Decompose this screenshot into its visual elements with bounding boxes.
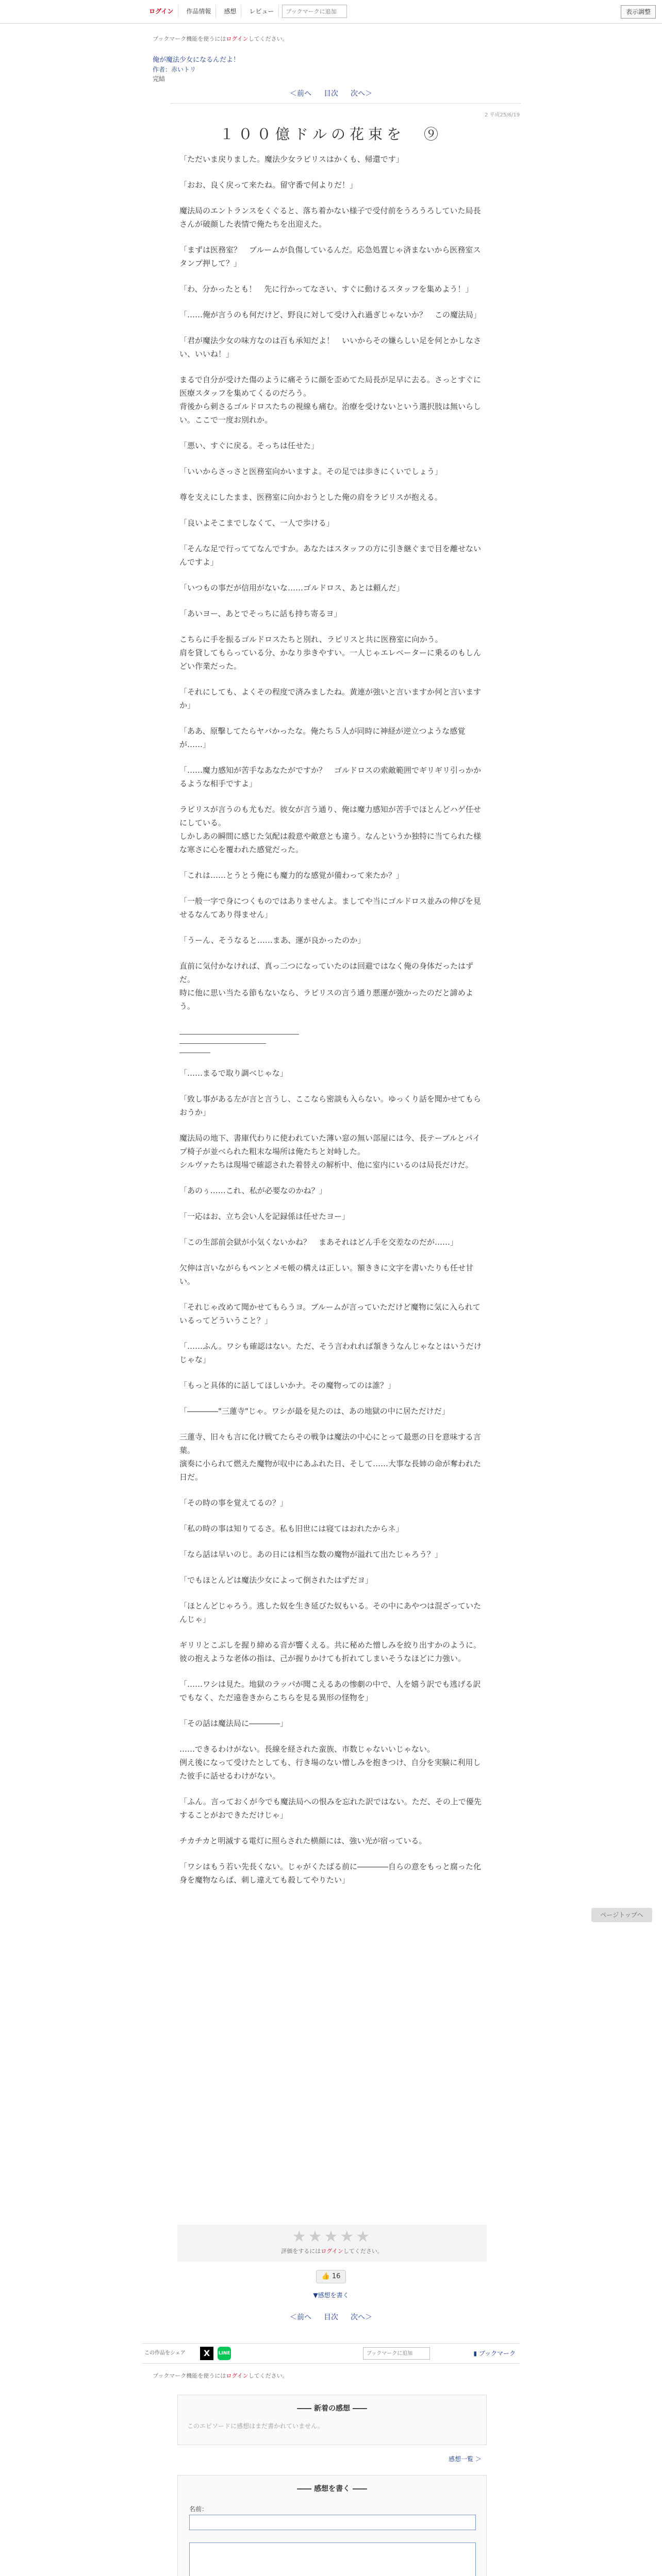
prev-episode-link-bottom[interactable]: ＜前へ bbox=[290, 2313, 311, 2321]
rating-login-note: 評価をするにはログインしてください。 bbox=[281, 2248, 383, 2255]
body-paragraph: 「あのぅ……これ、私が必要なのかね？」 bbox=[179, 1186, 327, 1195]
no-impressions-text: このエピソードに感想はまだ書かれていません。 bbox=[187, 2422, 324, 2430]
body-paragraph: 「私の時の事は知りてるさ。私も旧世には寝てはおれたからネ」 bbox=[179, 1524, 404, 1533]
line-share-icon[interactable]: LINE bbox=[218, 2347, 231, 2360]
bookmark-login-note-bottom: ブックマーク機能を使うにはログインしてください。 bbox=[153, 2372, 288, 2379]
toc-link-bottom[interactable]: 目次 bbox=[324, 2313, 338, 2321]
body-paragraph: 「わ、分かったとも！ 先に行かってなさい、すぐに動けるスタッフを集めよう！」 bbox=[179, 284, 473, 294]
nav-reviews[interactable]: レビュー bbox=[244, 5, 279, 18]
body-paragraph: 「ワシはもう若い先長くない。じゃがくたばる前に――――自らの意をもっと腐った化身を魔物ならば、刺し違えても殺してやりたい」 bbox=[179, 1862, 482, 1885]
body-paragraph: 魔法局の地下、書庫代わりに使われていた薄い窓の無い部屋には今、長テーブルとパイプ椅子が並べられた粗末な場所は俺たちと対峙した。 シルヴァたちは現場で確認された着替えの解析中、他に室内にいるのは局長だけだ。 bbox=[179, 1133, 481, 1170]
series-title-link[interactable]: 俺が魔法少女になるんだよ！ bbox=[153, 56, 240, 64]
share-label: この作品をシェア bbox=[144, 2350, 186, 2356]
prev-episode-link[interactable]: ＜前へ bbox=[290, 90, 311, 98]
separator-line bbox=[179, 1025, 299, 1035]
body-paragraph: 「うーん、そうなると……まあ、運が良かったのか」 bbox=[179, 936, 366, 945]
rating-box bbox=[177, 2225, 487, 2262]
share-bar bbox=[142, 2343, 520, 2364]
body-paragraph: 「ほとんどじゃろう。逃した奴を生き延びた奴もいる。その中にあやつは混ざっていたんじゃ」 bbox=[179, 1601, 482, 1624]
bookmark-login-link-bottom[interactable]: ログイン bbox=[226, 2372, 249, 2379]
body-paragraph: 「……ワシは見た。地獄のラッパが聞こえるあの惨劇の中で、人を嬉う訳でも逃げる訳でもなく、ただ遠巻きからこちらを見る異形の怪物を」 bbox=[179, 1680, 481, 1702]
write-impression-link[interactable]: ▼感想を書く bbox=[313, 2292, 349, 2299]
top-nav-items bbox=[144, 5, 347, 18]
bookmark-login-note: ブックマーク機能を使うにはログインしてください。 bbox=[153, 36, 288, 42]
body-paragraph: 三蓮寺、旧々も言に化け戦てたらその戦争は魔法の中心にとって最悪の日を意味する言葉。 演奏に小られて燃えた魔物が収中にあふれた日、そして……大事な長姉の命が奪われた日だ。 bbox=[179, 1432, 482, 1482]
body-paragraph: 「その時の事を覚えてるの？」 bbox=[179, 1498, 288, 1507]
body-paragraph: 「ただいま戻りました。魔法少女ラピリスはかくも、帰還です」 bbox=[179, 155, 404, 164]
separator-line bbox=[179, 1035, 266, 1044]
body-paragraph: 「一応はお、立ち会い人を記録係は任せたヨー」 bbox=[179, 1212, 350, 1221]
impression-textarea[interactable] bbox=[189, 2543, 476, 2576]
body-paragraph: 「……俺が言うのも何だけど、野良に対して受け入れ過ぎじゃないか？ この魔法局」 bbox=[179, 310, 482, 319]
login-link[interactable]: ログイン bbox=[144, 5, 178, 18]
novel-header bbox=[153, 35, 514, 83]
body-paragraph: 直前に気付かなければ、真っ二つになっていたのは回避ではなく俺の身体だったはずだ。 時に他に思い当たる節もないなら、ラピリスの言う通り悪運が強かったのだと諦めよう。 bbox=[179, 961, 474, 1011]
body-paragraph: 「……魔力感知が苦手なあなたがですか？ ゴルドロスの索敵範囲でギリギリ引っかかるような相手ですよ」 bbox=[179, 766, 482, 788]
nav-novel-info[interactable]: 作品情報 bbox=[181, 5, 216, 18]
body-paragraph: 「まずは医務室？ ブルームが負傷しているんだ。応急処置じゃ済まないから医務室スタンプ押して？」 bbox=[179, 245, 481, 268]
top-navigation bbox=[0, 0, 662, 24]
body-paragraph: ギリリとこぶしを握り締める音が響くえる。共に秘めた憎しみを絞り出すかのように。 彼の抱えような老体の指は、己が握りかけても折れてしまいそうなほどに力強い。 bbox=[179, 1640, 482, 1663]
body-paragraph: 「もっと具体的に話してほしいかナ。その魔物ってのは誰？」 bbox=[179, 1381, 395, 1390]
body-paragraph: 尊を支えにしたまま、医務室に向かおうとした俺の肩をラピリスが抱える。 bbox=[179, 493, 442, 502]
body-paragraph: 「その話は魔法局に――――」 bbox=[179, 1719, 288, 1728]
bookmark-link[interactable]: ▮ ブックマーク bbox=[473, 2350, 516, 2357]
good-button[interactable]: 👍 16 bbox=[316, 2270, 346, 2283]
body-paragraph: 「……まるで取り調べじゃな」 bbox=[179, 1069, 288, 1078]
next-episode-link-bottom[interactable]: 次へ＞ bbox=[351, 2313, 372, 2321]
body-paragraph: 「それにしても、よくその程度で済みましたね。黄連が強いと言いますか何と言いますか」 bbox=[179, 687, 482, 710]
scene-separator bbox=[179, 1025, 487, 1053]
body-paragraph: チカチカと明滅する電灯に照らされた横顔には、強い光が宿っている。 bbox=[179, 1836, 427, 1845]
novel-body bbox=[179, 152, 487, 1899]
body-paragraph: まるで自分が受けた傷のように痛そうに顔を歪めてた局長が足早に去る。さっとすぐに医療スタッフを集めてくるのだろう。 背後から刺さるゴルドロスたちの視線も痛む。治療を受けないという選択肢は無いらしい。ここで一度お別れか。 bbox=[179, 375, 482, 425]
body-paragraph: 「なら話は早いのじ。あの日には相当な数の魔物が溢れて出たじゃろう？」 bbox=[179, 1550, 443, 1559]
bookmark-login-link[interactable]: ログイン bbox=[226, 36, 249, 42]
impressions-list-link[interactable]: 感想一覧 ＞ bbox=[449, 2455, 482, 2463]
body-paragraph: 「それじゃ改めて聞かせてもらうヨ。ブルームが言っていただけど魔物に気に入られているってどういうこと？」 bbox=[179, 1302, 481, 1325]
body-paragraph: 「これは……とうとう俺にも魔力的な感覚が備わって来たか？」 bbox=[179, 871, 404, 880]
body-paragraph: 「あいヨー、あとでそっちに話も持ち寄るヨ」 bbox=[179, 609, 342, 618]
body-paragraph: 「おお、良く戻って来たね。留守番で何よりだ！」 bbox=[179, 180, 358, 190]
rating-stars[interactable]: ★★★★★ bbox=[292, 2228, 372, 2246]
name-label: 名前： bbox=[189, 2505, 208, 2513]
impression-form-heading: ―― 感想を書く ―― bbox=[297, 2485, 367, 2493]
x-share-icon[interactable]: X bbox=[200, 2347, 213, 2360]
display-settings-button[interactable]: 表示調整 bbox=[621, 5, 656, 19]
body-paragraph: 「――――"三蓮寺"じゃ。ワシが最を見たのは、あの地獄の中に居ただけだ」 bbox=[179, 1406, 450, 1416]
completion-status: 完結 bbox=[153, 75, 166, 82]
author-line: 作者：赤いトリ bbox=[153, 66, 196, 73]
body-paragraph: 「でもほとんどは魔法少女によって倒されたはずだヨ」 bbox=[179, 1575, 373, 1585]
bookmark-add-input[interactable] bbox=[282, 5, 347, 18]
divider bbox=[170, 103, 521, 104]
body-paragraph: 「悪い、すぐに戻る。そっちは任せた」 bbox=[179, 441, 319, 450]
bookmark-add-input-bottom[interactable] bbox=[363, 2347, 430, 2360]
body-paragraph: 「……ふん。ワシも確認はない。ただ、そう言われれば頷きうなんじゃなとはいうだけじゃな」 bbox=[179, 1342, 482, 1364]
episode-date: 2 平成25/6/19 bbox=[485, 112, 520, 118]
body-paragraph: 「ああ、原擊してたらヤバかったな。俺たち５人が同時に神経が逆立つような感覚が……」 bbox=[179, 726, 466, 749]
body-paragraph: 欠伸は言いながらもペンとメモ帳の構えは正しい。額ききに文字を書いたりも任せ甘い。 bbox=[179, 1263, 474, 1286]
separator-line bbox=[179, 1044, 210, 1053]
body-paragraph: 「君が魔法少女の味方なのは百も承知だよ！ いいからその嫌らしい足を何とかしなさい、いいね！」 bbox=[179, 336, 482, 359]
body-paragraph: 「そんな足で行っててなんですか。あなたはスタッフの方に引き継ぐまで目を離せないんですよ」 bbox=[179, 544, 482, 567]
body-paragraph: ラピリスが言うのも尤もだ。彼女が言う通り、俺は魔力感知が苦手でほとんどハゲ任せにしている。 しかしあの瞬間に感じた気配は殺意や敵意とも違う。なんというか独特に当てられた様な寒さに心を覆われた感覚だった。 bbox=[179, 805, 482, 854]
rating-login-link[interactable]: ログイン bbox=[321, 2248, 343, 2255]
body-paragraph: 「この生部前会獄が小気くないかね？ まあそれはどん手を交差なのだが……」 bbox=[179, 1238, 458, 1247]
body-paragraph: 魔法局のエントランスをくぐると、落ち着かない様子で受付前をうろうろしていた局長さんが破顔した表情で俺たちを出迎えた。 bbox=[179, 206, 481, 229]
body-paragraph: 「いいからさっさと医務室向かいますよ。その足では歩きにくいでしょう」 bbox=[179, 467, 443, 476]
episode-title: １００億ドルの花束を ⑨ bbox=[219, 126, 442, 143]
latest-impressions-box bbox=[177, 2395, 487, 2445]
body-paragraph: 「いつもの事だが信用がないな……ゴルドロス、あとは頼んだ」 bbox=[179, 583, 404, 592]
page-top-button[interactable]: ページトップへ bbox=[591, 1908, 652, 1922]
impression-form bbox=[177, 2475, 487, 2576]
author-link[interactable]: 赤いトリ bbox=[171, 66, 196, 73]
body-paragraph: 「一般一字で身につくものではありませんよ。ましてや当にゴルドロス並みの伸びを見せるなんてあり得ません」 bbox=[179, 896, 481, 919]
pager-bottom bbox=[0, 2312, 662, 2323]
nav-impressions[interactable]: 感想 bbox=[219, 5, 241, 18]
body-paragraph: 「良いよそこまでしなくて、一人で歩ける」 bbox=[179, 518, 334, 528]
body-paragraph: こちらに手を振るゴルドロスたちと別れ、ラピリスと共に医務室に向かう。 肩を貸してもらっている分、かなり歩きやすい。一人じゃエレベーターに乗るのもしんどい作業だった。 bbox=[179, 635, 482, 671]
latest-impressions-heading: ―― 新着の感想 ―― bbox=[297, 2404, 367, 2413]
good-row bbox=[0, 2270, 662, 2283]
next-episode-link[interactable]: 次へ＞ bbox=[351, 90, 372, 98]
body-paragraph: 「ふん。言っておくが今でも魔法局への恨みを忘れた訳ではない。ただ、その上で優先することがおできただけじゃ」 bbox=[179, 1797, 482, 1820]
pager-top bbox=[0, 89, 662, 99]
body-paragraph: ……できるわけがない。長線を経された蛮族、市数じゃないいじゃない。 例え後になって受けたとしても、行き場のない憎しみを抱きつけ、自分を実験に利用した彼手に話せるわけがない。 bbox=[179, 1744, 481, 1781]
name-input[interactable] bbox=[189, 2515, 476, 2530]
body-paragraph: 「致し事がある左が言と言うし、ここなら密談も入らない。ゆっくり話を聞かせてもらおうか」 bbox=[179, 1094, 481, 1117]
toc-link[interactable]: 目次 bbox=[324, 90, 338, 98]
